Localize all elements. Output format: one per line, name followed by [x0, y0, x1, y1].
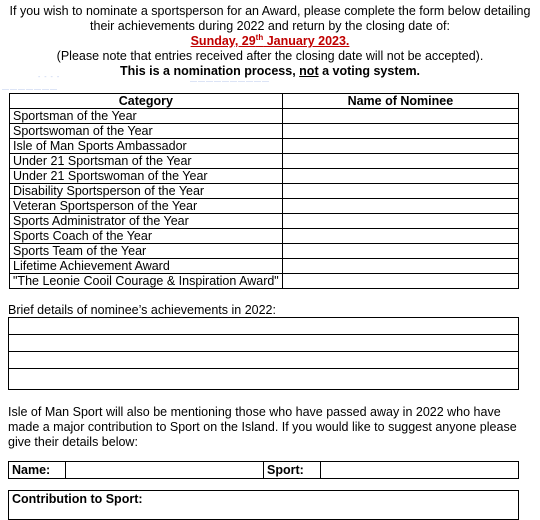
category-cell: Sportswoman of the Year [10, 124, 283, 139]
faint-mark: ——————— [2, 86, 58, 93]
category-cell: "The Leonie Cooil Courage & Inspiration Award" [10, 274, 283, 289]
nominee-header: Name of Nominee [282, 94, 518, 109]
sport-label: Sport: [264, 462, 321, 478]
category-cell: Under 21 Sportswoman of the Year [10, 169, 283, 184]
category-cell: Sports Administrator of the Year [10, 214, 283, 229]
details-line[interactable] [9, 352, 518, 369]
category-cell: Disability Sportsperson of the Year [10, 184, 283, 199]
category-cell: Sports Team of the Year [10, 244, 283, 259]
details-label: Brief details of nominee’s achievements in 2022: [8, 303, 276, 317]
category-cell: Sports Coach of the Year [10, 229, 283, 244]
table-row [10, 109, 519, 124]
nominee-cell[interactable] [282, 274, 518, 289]
table-row [10, 139, 519, 154]
table-row [10, 184, 519, 199]
details-box[interactable] [8, 317, 519, 390]
category-cell: Veteran Sportsperson of the Year [10, 199, 283, 214]
table-row [10, 274, 519, 289]
table-row [10, 124, 519, 139]
table-row [10, 229, 519, 244]
nomination-table [9, 93, 519, 289]
category-cell: Lifetime Achievement Award [10, 259, 283, 274]
nominee-cell[interactable] [282, 184, 518, 199]
nominee-cell[interactable] [282, 214, 518, 229]
contribution-field[interactable] [8, 490, 519, 520]
nominee-cell[interactable] [282, 199, 518, 214]
process-note: This is a nomination process, not a voting system. [119, 64, 421, 78]
details-line[interactable] [9, 369, 518, 386]
category-cell: Isle of Man Sports Ambassador [10, 139, 283, 154]
table-row [10, 199, 519, 214]
closing-date: Sunday, 29th January 2023. [190, 32, 350, 48]
closing-note: (Please note that entries received after the closing date will not be accepted). [56, 49, 484, 63]
table-row [10, 244, 519, 259]
table-row [10, 259, 519, 274]
nominee-cell[interactable] [282, 259, 518, 274]
sport-field[interactable] [321, 462, 518, 478]
nominee-cell[interactable] [282, 124, 518, 139]
nominee-cell[interactable] [282, 229, 518, 244]
category-header: Category [10, 94, 283, 109]
faint-mark: - - - - [38, 74, 61, 81]
category-cell: Sportsman of the Year [10, 109, 283, 124]
intro-line-1: If you wish to nominate a sportsperson for an Award, please complete the form below detailing [9, 4, 531, 18]
table-row [10, 214, 519, 229]
name-label: Name: [9, 462, 66, 478]
nominee-cell[interactable] [282, 244, 518, 259]
faint-mark: —————————— [190, 78, 270, 85]
table-row [10, 154, 519, 169]
name-field[interactable] [66, 462, 264, 478]
details-line[interactable] [9, 318, 518, 335]
nominee-cell[interactable] [282, 169, 518, 184]
intro-block [0, 4, 540, 79]
table-row [10, 169, 519, 184]
category-cell: Under 21 Sportsman of the Year [10, 154, 283, 169]
contribution-label: Contribution to Sport: [12, 492, 143, 506]
nominee-cell[interactable] [282, 109, 518, 124]
intro-line-2: their achievements during 2022 and return by the closing date of: [90, 19, 450, 33]
details-line[interactable] [9, 335, 518, 352]
nominee-cell[interactable] [282, 139, 518, 154]
memorial-name-row [8, 461, 519, 479]
memorial-text: Isle of Man Sport will also be mentioning those who have passed away in 2022 who have made a major contribution to Sport on the Island. If you would like to suggest anyone please give their details below: [8, 405, 517, 449]
nominee-cell[interactable] [282, 154, 518, 169]
